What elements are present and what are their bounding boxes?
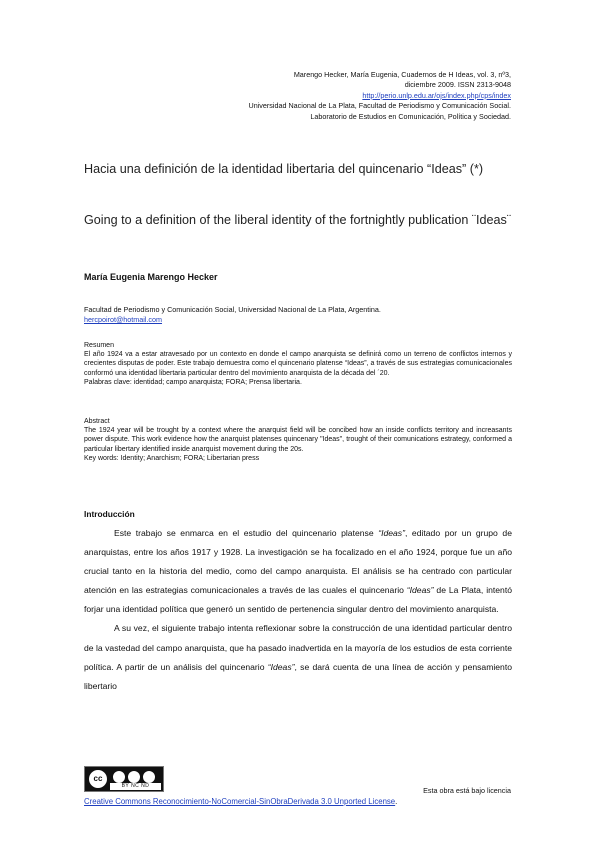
affiliation-block	[84, 305, 514, 325]
journal-header	[91, 70, 511, 122]
license-note: Esta obra está bajo licencia	[423, 786, 511, 795]
attribution-icon	[112, 770, 126, 784]
header-laboratory: Laboratorio de Estudios en Comunicación, Política y Sociedad.	[310, 111, 511, 121]
title-spanish: Hacia una definición de la identidad libertaria del quincenario “Ideas” (*)	[84, 162, 484, 176]
journal-url-link[interactable]: http://perio.unlp.edu.ar/ojs/index.php/cps/index	[362, 90, 511, 100]
title-english: Going to a definition of the liberal identity of the fortnightly publication ¨Ideas¨	[84, 213, 512, 227]
resumen-keywords: Palabras clave: identidad; campo anarquista; FORA; Prensa libertaria.	[84, 378, 302, 386]
intro-paragraph-2: A su vez, el siguiente trabajo intenta reflexionar sobre la construcción de una identidad particular dentro de la vastedad del campo anarquista, que ha pasado inadvertida en la mayoría de los estudios de esta corriente política. A partir de un análisis del quincenario “Ideas”, se dará cuenta de una línea de acción y pensamiento libertario	[84, 623, 513, 691]
creative-commons-badge[interactable]	[84, 766, 164, 792]
resumen-block	[84, 341, 512, 387]
abstract-block	[84, 417, 512, 463]
affiliation-text: Facultad de Periodismo y Comunicación Social, Universidad Nacional de La Plata, Argentina.	[84, 305, 381, 314]
cc-logo-icon: cc	[88, 769, 108, 789]
resumen-heading: Resumen	[84, 342, 114, 349]
license-line: Creative Commons Reconocimiento-NoComercial-SinObraDerivada 3.0 Unported License.	[84, 797, 398, 806]
header-issn: diciembre 2009. ISSN 2313-9048	[404, 80, 511, 90]
header-university: Universidad Nacional de La Plata, Facultad de Periodismo y Comunicación Social.	[248, 101, 511, 111]
cc-badge-label: BY NC ND	[110, 783, 161, 790]
abstract-heading: Abstract	[84, 418, 110, 425]
abstract-text: The 1924 year will be trought by a context where the anarquist field will be concibed how an inside conflicts territory and increasants power dispute. This work evidence how the anarquist platenses quincenary "Ideas", trought of their comunications estrategy, conformed a particular libertary identified inside anarquist movement during the 20s.	[84, 427, 512, 453]
header-citation: Marengo Hecker, María Eugenia, Cuadernos de H Ideas, vol. 3, nº3,	[293, 70, 511, 79]
introduction-heading: Introducción	[84, 509, 135, 519]
intro-paragraph-1: Este trabajo se enmarca en el estudio del quincenario platense “Ideas”, editado por un grupo de anarquistas, entre los años 1917 y 1928. La investigación se ha focalizado en el año 1924, porque fue un año crucial tanto en la historia del medio, como del campo anarquista. El análisis se ha centrado con particular atención en las estrategias comunicacionales a través de las cuales el quincenario “Ideas” de La Plata, intentó forjar una identidad política que generó un sentido de pertenencia singular dentro del movimiento anarquista.	[84, 528, 512, 615]
author-name: María Eugenia Marengo Hecker	[84, 272, 218, 282]
license-link[interactable]: Creative Commons Reconocimiento-NoComercial-SinObraDerivada 3.0 Unported License	[84, 797, 396, 806]
abstract-keywords: Key words: Identity; Anarchism; FORA; Libertarian press	[84, 454, 260, 462]
resumen-text: El año 1924 va a estar atravesado por un contexto en donde el campo anarquista se definirá como un terreno de conflictos internos y crecientes disputas de poder. Este trabajo demuestra como el quincenario platense “Ideas”, a través de sus estrategias comunicacionales conformó una identidad libertaria particular dentro del movimiento anarquista de la década del ´20.	[84, 351, 512, 377]
author-email-link[interactable]: hercpoirot@hotmail.com	[84, 315, 163, 324]
noderivatives-icon	[142, 770, 156, 784]
noncommercial-icon	[127, 770, 141, 784]
introduction-body	[84, 524, 512, 696]
